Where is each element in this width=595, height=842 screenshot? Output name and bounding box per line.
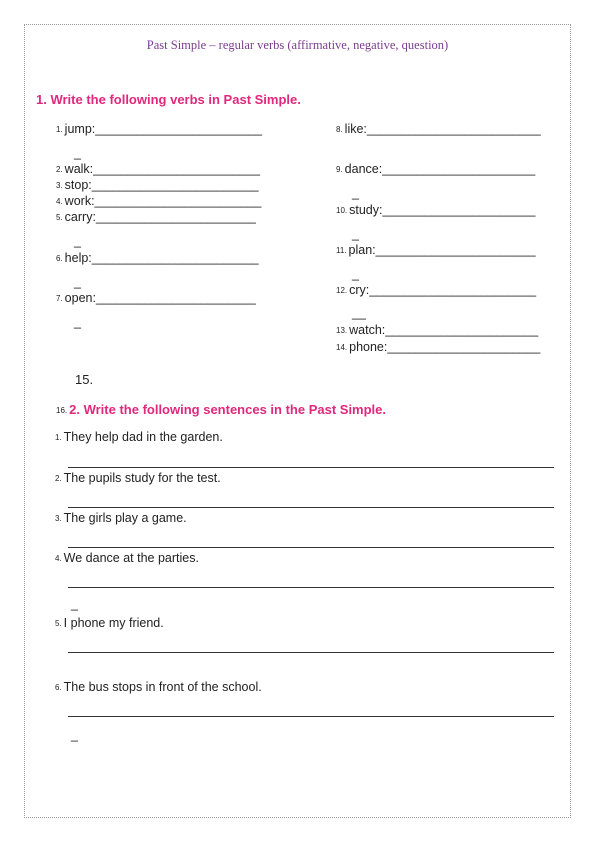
sentence-text: I phone my friend. — [63, 616, 164, 630]
sentence-item — [55, 471, 221, 486]
sentence-text: The pupils study for the test. — [63, 471, 221, 485]
verb-blank[interactable]: walk:________________________ — [64, 162, 260, 176]
item-number: 5. — [55, 619, 62, 628]
sentence-text: We dance at the parties. — [63, 551, 199, 565]
item-number-15: 15. — [75, 372, 94, 387]
item-number: 6. — [55, 683, 62, 692]
answer-line-continuation: _ — [71, 728, 78, 742]
item-number: 14. — [336, 343, 348, 352]
item-number: 2. — [55, 474, 62, 483]
verb-blank[interactable]: phone:______________________ — [349, 340, 541, 354]
verb-item — [56, 122, 262, 137]
verb-blank[interactable]: watch:______________________ — [349, 323, 539, 337]
item-number: 7. — [56, 294, 63, 303]
verb-item — [56, 210, 256, 225]
verb-item — [56, 251, 259, 266]
verb-blank[interactable]: cry:________________________ — [349, 283, 537, 297]
verb-item — [336, 323, 538, 338]
verb-blank[interactable]: stop:________________________ — [64, 178, 259, 192]
answer-line[interactable] — [68, 716, 554, 717]
item-number: 2. — [56, 165, 63, 174]
verb-item — [56, 162, 260, 177]
verb-blank[interactable]: dance:______________________ — [344, 162, 536, 176]
verb-blank-continuation: _ — [74, 275, 81, 289]
sentence-text: The bus stops in front of the school. — [63, 680, 262, 694]
answer-line-continuation: _ — [71, 597, 78, 611]
exercise-1-heading: 1. Write the following verbs in Past Simple. — [36, 92, 301, 107]
sentence-item — [55, 511, 187, 526]
item-number: 3. — [56, 181, 63, 190]
sentence-item — [55, 680, 262, 695]
answer-line[interactable] — [68, 467, 554, 468]
verb-blank[interactable]: like:_________________________ — [344, 122, 541, 136]
item-number: 1. — [55, 433, 62, 442]
item-number: 4. — [56, 197, 63, 206]
item-number: 10. — [336, 206, 348, 215]
verb-blank-continuation: _ — [74, 315, 81, 329]
verb-blank-continuation: _ — [352, 186, 359, 200]
verb-item — [56, 178, 259, 193]
item-number: 11. — [336, 246, 347, 255]
sentence-item — [55, 551, 199, 566]
sentence-text: They help dad in the garden. — [63, 430, 223, 444]
item-number: 9. — [336, 165, 343, 174]
item-number: 16. — [56, 406, 68, 415]
verb-blank[interactable]: plan:_______________________ — [348, 243, 536, 257]
verb-item — [56, 194, 261, 209]
verb-blank-continuation: __ — [352, 306, 366, 320]
item-number: 4. — [55, 554, 62, 563]
verb-item — [336, 162, 535, 177]
verb-blank[interactable]: jump:________________________ — [64, 122, 263, 136]
verb-blank-continuation: _ — [352, 267, 359, 281]
verb-blank[interactable]: study:______________________ — [349, 203, 536, 217]
verb-item — [336, 243, 536, 258]
item-number: 8. — [336, 125, 343, 134]
verb-item — [336, 283, 536, 298]
verb-item — [56, 291, 256, 306]
verb-blank-continuation: _ — [352, 227, 359, 241]
item-number: 13. — [336, 326, 348, 335]
verb-item — [336, 122, 541, 137]
verb-blank-continuation: _ — [74, 146, 81, 160]
item-number: 5. — [56, 213, 63, 222]
answer-line[interactable] — [68, 547, 554, 548]
verb-item — [336, 340, 540, 355]
item-number: 6. — [56, 254, 63, 263]
answer-line[interactable] — [68, 652, 554, 653]
verb-item — [336, 203, 535, 218]
item-number: 3. — [55, 514, 62, 523]
answer-line[interactable] — [68, 507, 554, 508]
item-number: 12. — [336, 286, 348, 295]
page-title: Past Simple – regular verbs (affirmative, negative, question) — [146, 38, 449, 52]
sentence-text: The girls play a game. — [63, 511, 187, 525]
page-border — [24, 24, 571, 818]
verb-blank[interactable]: open:_______________________ — [64, 291, 256, 305]
verb-blank[interactable]: help:________________________ — [64, 251, 259, 265]
verb-blank[interactable]: work:________________________ — [64, 194, 262, 208]
verb-blank[interactable]: carry:_______________________ — [64, 210, 256, 224]
exercise-2-heading: 2. Write the following sentences in the Past Simple. — [69, 402, 387, 417]
item-number: 1. — [56, 125, 63, 134]
answer-line[interactable] — [68, 587, 554, 588]
sentence-item — [55, 616, 164, 631]
verb-blank-continuation: _ — [74, 234, 81, 248]
sentence-item — [55, 430, 223, 445]
exercise-2-heading-row — [56, 401, 386, 419]
